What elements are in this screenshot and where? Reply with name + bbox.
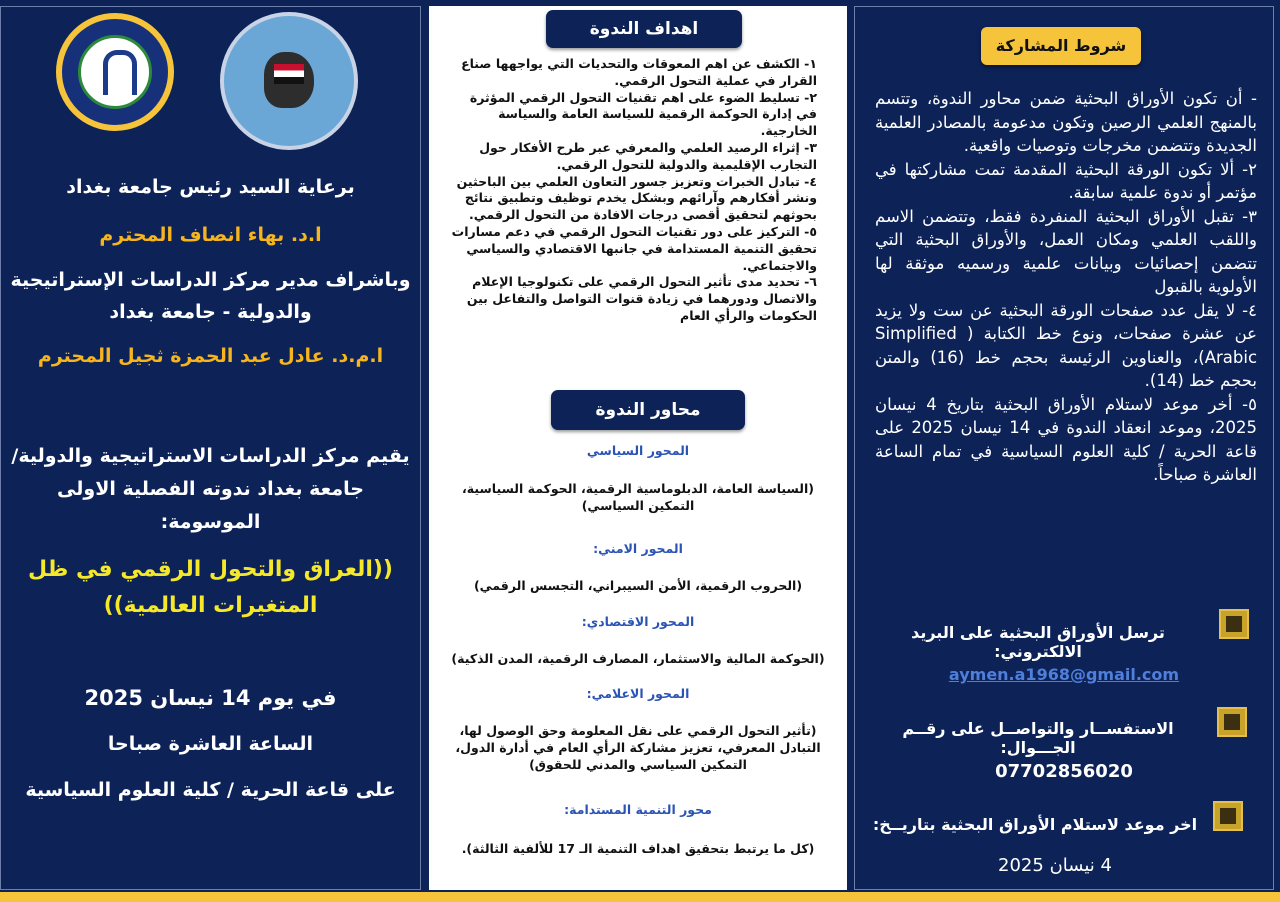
axis-media-text: (تأثير التحول الرقمي على نقل المعلومة وحق الوصول لها، التبادل المعرفي، تعزيز مشاركة الرأي العام في أدارة الدول، التمكين السياسي والمدني للحقوق) <box>455 723 821 772</box>
axis-economic-title: المحور الاقتصادي: <box>581 614 695 629</box>
axis-media-title: المحور الاعلامي: <box>586 686 690 701</box>
center-logo <box>220 12 358 150</box>
date-line: في يوم 14 نيسان 2025 <box>84 686 337 710</box>
goals-list <box>449 56 817 325</box>
deadline-label: اخر موعد لاستلام الأوراق البحثية بتاريــخ: <box>872 815 1198 834</box>
director-name: ا.م.د. عادل عبد الحمزة ثجيل المحترم <box>37 345 384 367</box>
time-line: الساعة العاشرة صباحا <box>107 733 314 755</box>
president-name: ا.د. بهاء انصاف المحترم <box>99 224 322 246</box>
axes-title: محاور الندوة <box>551 390 745 430</box>
conditions-list <box>875 87 1257 487</box>
axis-security-title: المحور الامني: <box>593 541 683 556</box>
phone-number: 07702856020 <box>995 761 1133 782</box>
goal-item: ٥- التركيز على دور تقنيات التحول الرقمي في دعم مسارات تحقيق التنمية المستدامة في جانبها الاقتصادي والسياسي والاجتماعي. <box>451 223 817 273</box>
supervision-line: وباشراف مدير مركز الدراسات الإستراتيجية والدولية - جامعة بغداد <box>10 269 411 323</box>
university-logo-arch <box>103 50 137 95</box>
deadline-date: 4 نيسان 2025 <box>998 855 1112 876</box>
axis-sustainability-text: (كل ما يرتبط بتحقيق اهداف التنمية الـ 17 للألفية الثالثة). <box>461 841 815 856</box>
email-link[interactable]: aymen.a1968@gmail.com <box>948 665 1180 684</box>
axis-political-title: المحور السياسي <box>586 443 690 458</box>
goal-item: ٤- تبادل الخبرات وتعزيز جسور التعاون العلمي بين الباحثين ونشر أفكارهم وآرائهم وبشكل يخدم توظيف وتطبيق نتائج بحوثهم لتحقيق أقصى درجات الافادة من التحول الرقمي. <box>456 173 817 223</box>
goal-item: ٢- تسليط الضوء على اهم تقنيات التحول الرقمي المؤثرة في إدارة الحوكمة الرقمية للسياسة العامة والسياسة الخارجية. <box>469 89 817 139</box>
goal-item: ٣- إثراء الرصيد العلمي والمعرفي عبر طرح الأفكار حول التجارب الإقليمية والدولية للتحول الرقمي. <box>479 139 817 172</box>
conditions-title: شروط المشاركة <box>981 27 1141 65</box>
center-logo-flag <box>274 64 304 84</box>
phone-label: الاستفســار والتواصــل على رقــم الجـــوال: <box>902 719 1174 757</box>
condition-item: ٥- أخر موعد لاستلام الأوراق البحثية بتاريخ 4 نيسان 2025، وموعد انعقاد الندوة في 14 نيسان 2025 على قاعة الحرية / كلية العلوم السياسية في تمام الساعة العاشرة صباحاً. <box>875 394 1258 484</box>
axis-political-text: (السياسة العامة، الدبلوماسية الرقمية، الحوكمة السياسية، التمكين السياسي) <box>462 481 814 513</box>
condition-item: ٤- لا يقل عدد صفحات الورقة البحثية عن ست ولا يزيد عن عشرة صفحات، ونوع خط الكتابة ( Simplified Arabic)، والعناوين الرئيسة بحجم خط (16) والمتن بحجم خط (14). <box>875 300 1258 390</box>
goal-item: ١- الكشف عن اهم المعوقات والتحديات التي يواجهها صناع القرار في عملية التحول الرقمي. <box>461 56 817 88</box>
venue-line: على قاعة الحرية / كلية العلوم السياسية <box>25 779 396 801</box>
square-bullet-icon <box>1217 707 1247 737</box>
axis-sustainability-title: محور التنمية المستدامة: <box>564 802 712 817</box>
condition-item: ٣- تقبل الأوراق البحثية المنفردة فقط، وتتضمن الاسم واللقب العلمي ومكان العمل، والأوراق البحثية التي تتضمن إحصائيات وبيانات علمية ورسميه موثقة لها الأولوية بالقبول <box>875 206 1257 296</box>
university-logo-inner <box>78 35 152 109</box>
square-bullet-icon <box>1213 801 1243 831</box>
condition-item: ٢- ألا تكون الورقة البحثية المقدمة تمت مشاركتها في مؤتمر أو ندوة علمية سابقة. <box>875 159 1257 202</box>
university-logo <box>56 13 174 131</box>
goals-title: اهداف الندوة <box>546 10 742 48</box>
email-label: ترسل الأوراق البحثية على البريد الالكتروني: <box>911 623 1165 661</box>
goal-item: ٦- تحديد مدى تأثير التحول الرقمي على تكنولوجيا الإعلام والاتصال ودورهما في زيادة قنوات التواصل والتفاعل بين الحكومات والرأي العام <box>466 274 817 323</box>
bottom-bar <box>0 892 1280 902</box>
seminar-title: ((العراق والتحول الرقمي في ظل المتغيرات العالمية)) <box>28 557 393 618</box>
patron-line: برعاية السيد رئيس جامعة بغداد <box>66 176 355 198</box>
right-panel <box>854 6 1274 890</box>
condition-item: - أن تكون الأوراق البحثية ضمن محاور الندوة، وتتسم بالمنهج العلمي الرصين وتكون مدعومة بالمصادر العلمية الجديدة وتتضمن مخرجات وتوصيات واقعية. <box>875 89 1257 155</box>
axis-economic-text: (الحوكمة المالية والاستثمار، المصارف الرقمية، المدن الذكية) <box>451 651 825 666</box>
square-bullet-icon <box>1219 609 1249 639</box>
axis-security-text: (الحروب الرقمية، الأمن السيبراني، التجسس الرقمي) <box>473 578 803 593</box>
organizer-line: يقيم مركز الدراسات الاستراتيجية والدولية/ جامعة بغداد ندوته الفصلية الاولى الموسومة: <box>11 445 410 533</box>
